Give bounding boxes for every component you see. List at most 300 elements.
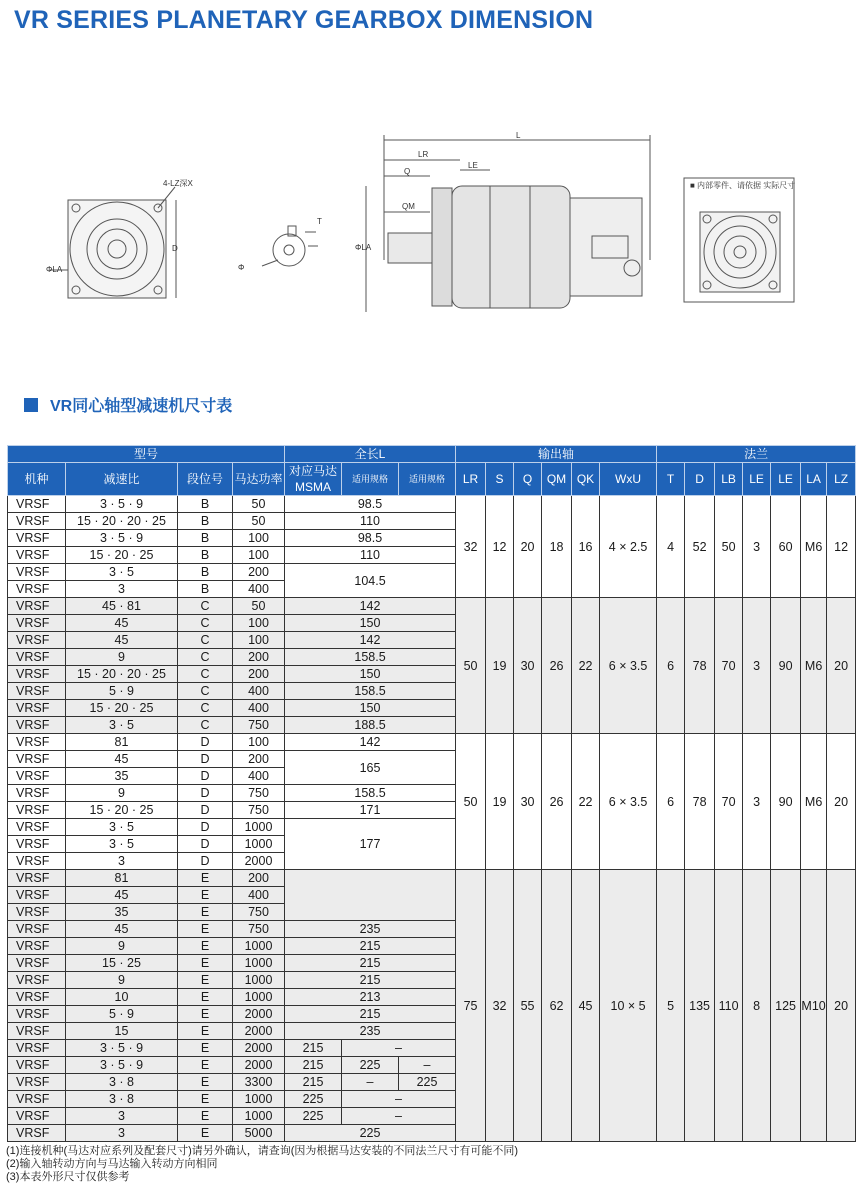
cell-power: 750 [233, 921, 285, 938]
table-row [8, 734, 856, 751]
cell-length: 177 [285, 819, 456, 870]
cell-model: VRSF [8, 598, 66, 615]
cell-frame: D [178, 734, 233, 751]
cell-flange: M6 [801, 734, 827, 870]
cell-frame: E [178, 1006, 233, 1023]
flange-note: ■ 内部零件、请依据 实际尺寸 [690, 181, 796, 190]
cell-power: 2000 [233, 1023, 285, 1040]
cell-model: VRSF [8, 700, 66, 717]
cell-length: – [342, 1074, 399, 1091]
cell-frame: B [178, 496, 233, 513]
cell-power: 2000 [233, 1057, 285, 1074]
cell-flange: 52 [685, 496, 715, 598]
col-lb: LB [715, 463, 743, 496]
cell-power: 5000 [233, 1125, 285, 1142]
group-shaft: 输出轴 [456, 446, 657, 463]
cell-power: 3300 [233, 1074, 285, 1091]
cell-ratio: 15 · 20 · 25 [66, 802, 178, 819]
cell-power: 2000 [233, 1040, 285, 1057]
q-label: Q [404, 167, 411, 176]
cell-length: 215 [285, 1074, 342, 1091]
cell-flange: 3 [743, 496, 771, 598]
cell-ratio: 3 · 8 [66, 1091, 178, 1108]
cell-frame: D [178, 802, 233, 819]
cell-flange: 3 [743, 734, 771, 870]
cell-flange: 70 [715, 734, 743, 870]
cell-frame: E [178, 887, 233, 904]
cell-flange: M6 [801, 598, 827, 734]
cell-shaft: 32 [486, 870, 514, 1142]
cell-length: 188.5 [285, 717, 456, 734]
group-model: 型号 [8, 446, 285, 463]
cell-length: 150 [285, 615, 456, 632]
col-ratio: 减速比 [66, 463, 178, 496]
cell-ratio: 45 [66, 632, 178, 649]
cell-power: 1000 [233, 989, 285, 1006]
cell-model: VRSF [8, 496, 66, 513]
cell-shaft: 10 × 5 [600, 870, 657, 1142]
cell-power: 750 [233, 785, 285, 802]
cell-frame: B [178, 513, 233, 530]
cell-power: 100 [233, 615, 285, 632]
cell-length: 98.5 [285, 530, 456, 547]
cell-model: VRSF [8, 615, 66, 632]
col-le: LE [743, 463, 771, 496]
cell-power: 200 [233, 564, 285, 581]
shaft-key-view [262, 226, 318, 266]
cell-model: VRSF [8, 530, 66, 547]
cell-frame: E [178, 1023, 233, 1040]
col-frame: 段位号 [178, 463, 233, 496]
col-s: S [486, 463, 514, 496]
cell-shaft: 16 [572, 496, 600, 598]
cell-ratio: 15 [66, 1023, 178, 1040]
cell-frame: B [178, 547, 233, 564]
cell-flange: M6 [801, 496, 827, 598]
table-row [8, 598, 856, 615]
cell-flange: 6 [657, 734, 685, 870]
note-1: (1)连接机种(马达对应系列及配套尺寸)请另外确认，请查询(因为根据马达安装的不同法兰尺寸有可能不同) [6, 1145, 519, 1157]
cell-frame: E [178, 904, 233, 921]
cell-frame: C [178, 683, 233, 700]
col-d: D [685, 463, 715, 496]
cell-model: VRSF [8, 887, 66, 904]
cell-model: VRSF [8, 1074, 66, 1091]
cell-length: 171 [285, 802, 456, 819]
cell-flange: 8 [743, 870, 771, 1142]
cell-power: 50 [233, 598, 285, 615]
col-lr: LR [456, 463, 486, 496]
cell-flange: 125 [771, 870, 801, 1142]
table-row [8, 496, 856, 513]
cell-flange: 20 [827, 870, 856, 1142]
cell-power: 2000 [233, 853, 285, 870]
cell-length: – [399, 1057, 456, 1074]
page-title: VR SERIES PLANETARY GEARBOX DIMENSION [14, 6, 594, 34]
cell-shaft: 26 [542, 734, 572, 870]
col-msma: 对应马达MSMA [285, 463, 342, 496]
cell-shaft: 45 [572, 870, 600, 1142]
cell-shaft: 12 [486, 496, 514, 598]
cell-model: VRSF [8, 751, 66, 768]
cell-power: 200 [233, 649, 285, 666]
cell-model: VRSF [8, 921, 66, 938]
cell-power: 750 [233, 802, 285, 819]
cell-ratio: 45 [66, 615, 178, 632]
cell-shaft: 55 [514, 870, 542, 1142]
cell-ratio: 3 [66, 1125, 178, 1142]
cell-model: VRSF [8, 904, 66, 921]
cell-power: 100 [233, 530, 285, 547]
cell-ratio: 15 · 20 · 25 [66, 547, 178, 564]
cell-frame: B [178, 564, 233, 581]
col-l-b: 适用规格 [342, 463, 399, 496]
cell-length: 215 [285, 1057, 342, 1074]
cell-flange: 60 [771, 496, 801, 598]
cell-power: 200 [233, 751, 285, 768]
cell-ratio: 3 · 8 [66, 1074, 178, 1091]
cell-model: VRSF [8, 802, 66, 819]
cell-power: 1000 [233, 1108, 285, 1125]
cell-length: 215 [285, 938, 456, 955]
cell-shaft: 30 [514, 598, 542, 734]
col-qk: QK [572, 463, 600, 496]
cell-flange: 20 [827, 734, 856, 870]
cell-model: VRSF [8, 955, 66, 972]
cell-ratio: 9 [66, 972, 178, 989]
section-title [24, 393, 232, 416]
motor-flange-view [684, 178, 794, 302]
cell-length: 158.5 [285, 785, 456, 802]
cell-power: 1000 [233, 1091, 285, 1108]
lr-label: LR [418, 150, 429, 159]
cell-ratio: 81 [66, 734, 178, 751]
cell-model: VRSF [8, 1057, 66, 1074]
cell-model: VRSF [8, 870, 66, 887]
cell-model: VRSF [8, 785, 66, 802]
cell-length: 142 [285, 598, 456, 615]
cell-flange: 4 [657, 496, 685, 598]
cell-frame: C [178, 717, 233, 734]
col-q: Q [514, 463, 542, 496]
dimension-table [7, 445, 856, 1142]
cell-flange: 70 [715, 598, 743, 734]
cell-frame: E [178, 1091, 233, 1108]
cell-flange: 12 [827, 496, 856, 598]
cell-power: 400 [233, 581, 285, 598]
cell-ratio: 5 · 9 [66, 1006, 178, 1023]
cell-frame: D [178, 819, 233, 836]
cell-length: 165 [285, 751, 456, 785]
cell-model: VRSF [8, 1023, 66, 1040]
cell-flange: 78 [685, 598, 715, 734]
cell-ratio: 3 [66, 1108, 178, 1125]
cell-frame: C [178, 598, 233, 615]
notes [6, 1145, 518, 1184]
cell-ratio: 3 · 5 [66, 836, 178, 853]
cell-shaft: 50 [456, 734, 486, 870]
cell-length: 235 [285, 1023, 456, 1040]
cell-frame: E [178, 972, 233, 989]
cell-frame: C [178, 632, 233, 649]
cell-model: VRSF [8, 1006, 66, 1023]
group-flange: 法兰 [657, 446, 856, 463]
cell-frame: E [178, 1074, 233, 1091]
cell-frame: E [178, 1108, 233, 1125]
table-body [8, 496, 856, 1142]
cell-ratio: 5 · 9 [66, 683, 178, 700]
cell-shaft: 50 [456, 598, 486, 734]
cell-ratio: 3 · 5 · 9 [66, 530, 178, 547]
cell-shaft: 4 × 2.5 [600, 496, 657, 598]
cell-frame: D [178, 785, 233, 802]
cell-length [285, 870, 456, 921]
cell-ratio: 9 [66, 649, 178, 666]
cell-model: VRSF [8, 734, 66, 751]
cell-flange: 50 [715, 496, 743, 598]
cell-frame: D [178, 768, 233, 785]
cell-ratio: 15 · 20 · 25 [66, 700, 178, 717]
gearbox-side-view [366, 135, 650, 312]
cell-length: 158.5 [285, 683, 456, 700]
section-marker-icon [24, 398, 38, 412]
cell-shaft: 19 [486, 734, 514, 870]
cell-flange: 90 [771, 598, 801, 734]
cell-shaft: 19 [486, 598, 514, 734]
cell-ratio: 3 · 5 · 9 [66, 496, 178, 513]
cell-flange: 3 [743, 598, 771, 734]
col-power: 马达功率 [233, 463, 285, 496]
cell-frame: E [178, 938, 233, 955]
cell-ratio: 3 · 5 [66, 819, 178, 836]
cell-frame: B [178, 581, 233, 598]
cell-power: 1000 [233, 955, 285, 972]
cell-frame: B [178, 530, 233, 547]
cell-flange: 6 [657, 598, 685, 734]
cell-model: VRSF [8, 581, 66, 598]
cell-ratio: 3 · 5 [66, 564, 178, 581]
cell-shaft: 62 [542, 870, 572, 1142]
cell-power: 100 [233, 632, 285, 649]
le-label: LE [468, 161, 478, 170]
cell-length: 225 [342, 1057, 399, 1074]
cell-power: 200 [233, 666, 285, 683]
cell-model: VRSF [8, 853, 66, 870]
cell-flange: 78 [685, 734, 715, 870]
cell-shaft: 32 [456, 496, 486, 598]
cell-shaft: 75 [456, 870, 486, 1142]
group-length: 全长L [285, 446, 456, 463]
cell-ratio: 15 · 25 [66, 955, 178, 972]
cell-ratio: 45 [66, 751, 178, 768]
cell-model: VRSF [8, 632, 66, 649]
cell-frame: E [178, 921, 233, 938]
cell-length: 142 [285, 734, 456, 751]
col-t: T [657, 463, 685, 496]
cell-ratio: 15 · 20 · 20 · 25 [66, 666, 178, 683]
cell-power: 1000 [233, 938, 285, 955]
note-3: (3)本表外形尺寸仅供参考 [6, 1171, 130, 1183]
cell-length: 158.5 [285, 649, 456, 666]
cell-length: – [342, 1091, 456, 1108]
cell-flange: 5 [657, 870, 685, 1142]
cell-ratio: 10 [66, 989, 178, 1006]
cell-model: VRSF [8, 1040, 66, 1057]
col-model: 机种 [8, 463, 66, 496]
cell-power: 400 [233, 700, 285, 717]
cell-length: – [342, 1108, 456, 1125]
cell-model: VRSF [8, 683, 66, 700]
cell-length: 150 [285, 666, 456, 683]
col-la: LA [801, 463, 827, 496]
cell-shaft: 20 [514, 496, 542, 598]
cell-frame: E [178, 955, 233, 972]
cell-power: 400 [233, 683, 285, 700]
col-le2: LE [771, 463, 801, 496]
s-label: Φ [238, 263, 245, 272]
cell-length: 110 [285, 513, 456, 530]
cell-frame: E [178, 1125, 233, 1142]
cell-ratio: 81 [66, 870, 178, 887]
cell-flange: 20 [827, 598, 856, 734]
cell-length: 225 [399, 1074, 456, 1091]
cell-power: 50 [233, 496, 285, 513]
cell-power: 100 [233, 734, 285, 751]
cell-length: 215 [285, 1006, 456, 1023]
cell-shaft: 30 [514, 734, 542, 870]
col-wxu: WxU [600, 463, 657, 496]
cell-shaft: 6 × 3.5 [600, 734, 657, 870]
t-label: T [317, 217, 322, 226]
cell-ratio: 45 [66, 887, 178, 904]
cell-frame: D [178, 836, 233, 853]
cell-frame: D [178, 751, 233, 768]
cell-length: 110 [285, 547, 456, 564]
cell-ratio: 15 · 20 · 20 · 25 [66, 513, 178, 530]
cell-length: 225 [285, 1125, 456, 1142]
cell-flange: 110 [715, 870, 743, 1142]
cell-frame: E [178, 989, 233, 1006]
cell-power: 1000 [233, 819, 285, 836]
qm-label: QM [402, 202, 415, 211]
cell-shaft: 22 [572, 598, 600, 734]
cell-power: 2000 [233, 1006, 285, 1023]
cell-ratio: 3 · 5 · 9 [66, 1040, 178, 1057]
cell-model: VRSF [8, 666, 66, 683]
l-label: L [516, 131, 521, 140]
cell-frame: E [178, 1040, 233, 1057]
cell-ratio: 35 [66, 904, 178, 921]
cell-frame: E [178, 870, 233, 887]
cell-power: 100 [233, 547, 285, 564]
cell-ratio: 9 [66, 938, 178, 955]
cell-shaft: 18 [542, 496, 572, 598]
cell-model: VRSF [8, 836, 66, 853]
cell-power: 750 [233, 904, 285, 921]
lz-label: 4-LZ深X [163, 179, 193, 188]
cell-frame: E [178, 1057, 233, 1074]
cell-model: VRSF [8, 1091, 66, 1108]
cell-model: VRSF [8, 989, 66, 1006]
cell-model: VRSF [8, 1108, 66, 1125]
cell-length: 150 [285, 700, 456, 717]
cell-shaft: 22 [572, 734, 600, 870]
cell-power: 50 [233, 513, 285, 530]
cell-length: 215 [285, 972, 456, 989]
cell-length: 98.5 [285, 496, 456, 513]
col-lz: LZ [827, 463, 856, 496]
cell-frame: C [178, 615, 233, 632]
cell-power: 1000 [233, 836, 285, 853]
cell-ratio: 9 [66, 785, 178, 802]
cell-length: 215 [285, 1040, 342, 1057]
cell-model: VRSF [8, 717, 66, 734]
cell-model: VRSF [8, 1125, 66, 1142]
la-label: ΦLA [46, 265, 63, 274]
cell-shaft: 26 [542, 598, 572, 734]
cell-flange: 90 [771, 734, 801, 870]
table-row [8, 870, 856, 887]
d-label: D [172, 244, 178, 253]
cell-ratio: 3 [66, 853, 178, 870]
phi-la-label: ΦLA [355, 243, 372, 252]
cell-ratio: 35 [66, 768, 178, 785]
flange-front-view [50, 187, 176, 298]
cell-frame: C [178, 649, 233, 666]
cell-ratio: 45 · 81 [66, 598, 178, 615]
cell-model: VRSF [8, 513, 66, 530]
cell-shaft: 6 × 3.5 [600, 598, 657, 734]
cell-ratio: 3 · 5 · 9 [66, 1057, 178, 1074]
cell-flange: 135 [685, 870, 715, 1142]
cell-power: 400 [233, 768, 285, 785]
cell-frame: D [178, 853, 233, 870]
cell-model: VRSF [8, 547, 66, 564]
cell-model: VRSF [8, 564, 66, 581]
cell-ratio: 3 · 5 [66, 717, 178, 734]
cell-frame: C [178, 700, 233, 717]
cell-model: VRSF [8, 649, 66, 666]
cell-model: VRSF [8, 972, 66, 989]
cell-model: VRSF [8, 768, 66, 785]
table-subheader-row [8, 463, 856, 496]
col-qm: QM [542, 463, 572, 496]
col-l-c: 适用规格 [399, 463, 456, 496]
table-group-header-row [8, 446, 856, 463]
cell-frame: C [178, 666, 233, 683]
cell-length: 215 [285, 955, 456, 972]
cell-power: 200 [233, 870, 285, 887]
cell-model: VRSF [8, 938, 66, 955]
cell-length: 142 [285, 632, 456, 649]
cell-power: 1000 [233, 972, 285, 989]
cell-length: 225 [285, 1091, 342, 1108]
note-2: (2)输入轴转动方向与马达输入转动方向相同 [6, 1158, 218, 1170]
cell-flange: M10 [801, 870, 827, 1142]
gearbox-drawings [0, 125, 864, 325]
cell-length: 104.5 [285, 564, 456, 598]
cell-power: 750 [233, 717, 285, 734]
cell-model: VRSF [8, 819, 66, 836]
cell-power: 400 [233, 887, 285, 904]
cell-length: 213 [285, 989, 456, 1006]
cell-length: 225 [285, 1108, 342, 1125]
cell-length: – [342, 1040, 456, 1057]
cell-ratio: 3 [66, 581, 178, 598]
section-title-text: VR同心轴型减速机尺寸表 [50, 398, 233, 415]
cell-ratio: 45 [66, 921, 178, 938]
cell-length: 235 [285, 921, 456, 938]
